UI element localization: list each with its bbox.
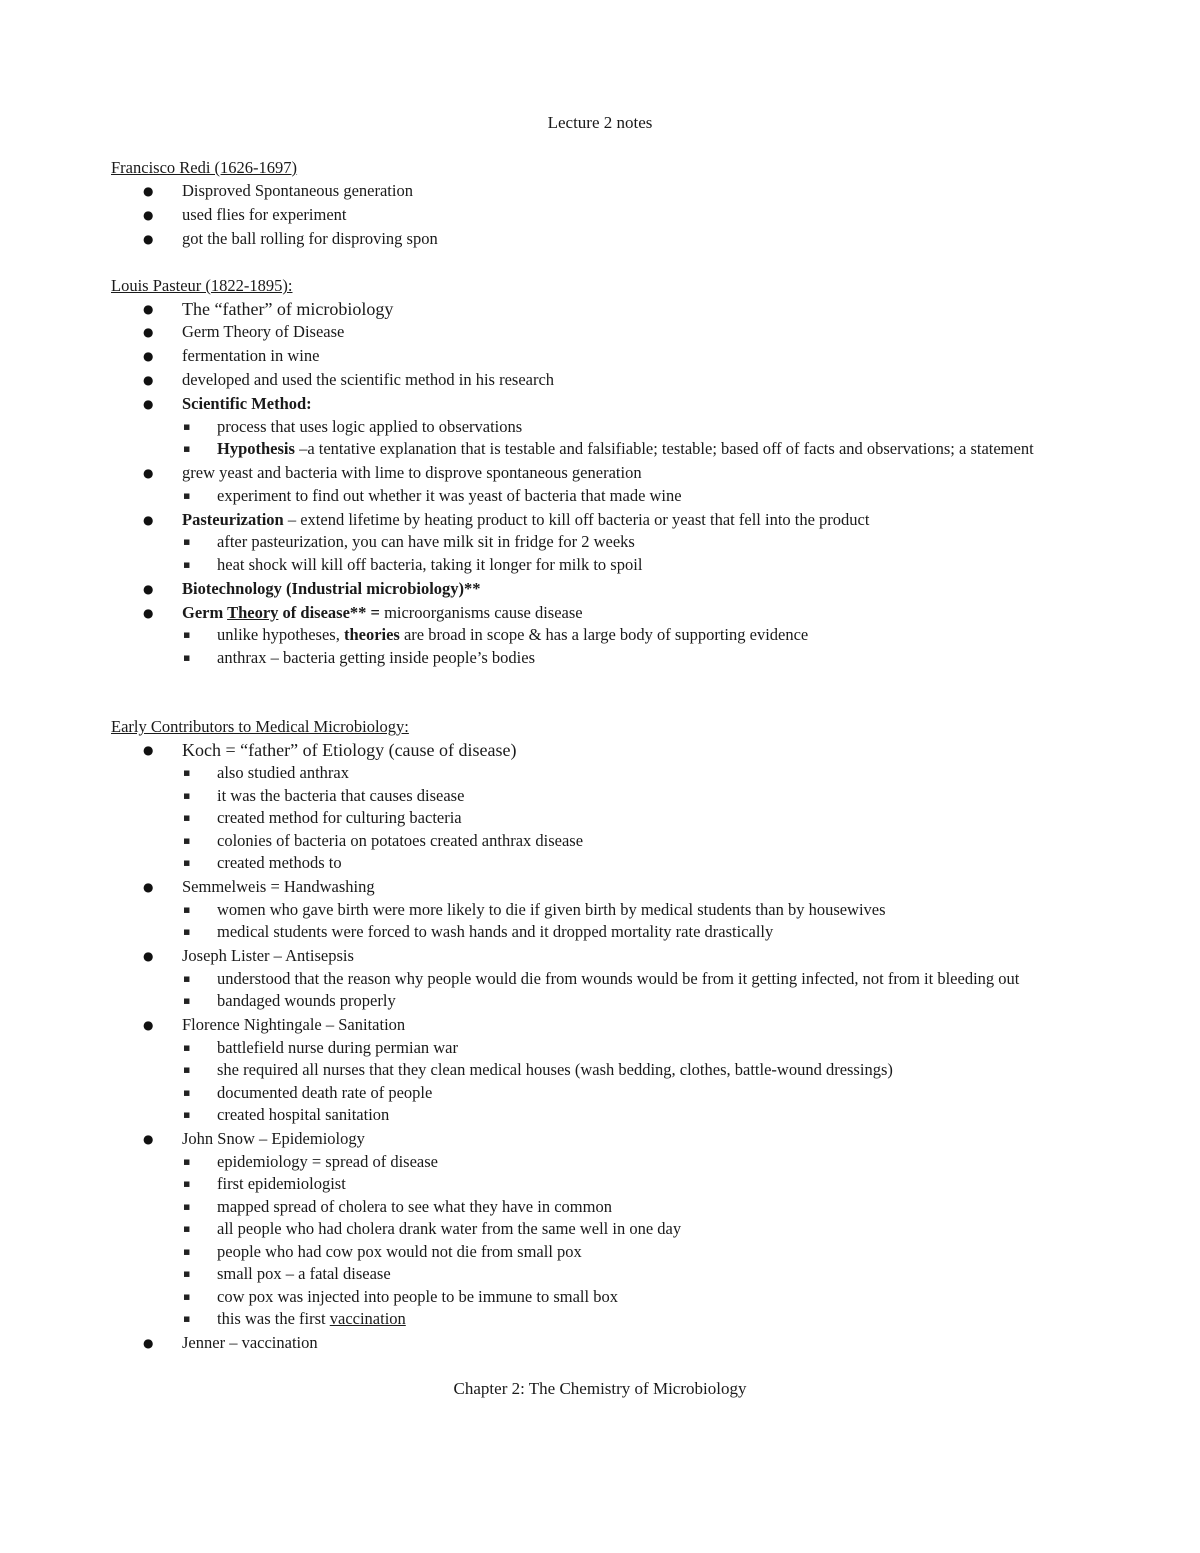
- text: Joseph Lister – Antisepsis: [182, 946, 354, 965]
- sub-list-item: ▪ women who gave birth were more likely to die if given birth by medical students than by housewives: [0, 899, 1102, 922]
- sub-list-item: ▪ documented death rate of people: [0, 1082, 1102, 1105]
- sub-list-item: ▪ all people who had cholera drank water from the same well in one day: [0, 1218, 1102, 1241]
- list-item: [0, 393, 1102, 461]
- list-item: [0, 462, 1102, 507]
- text: – extend lifetime by heating product to kill off bacteria or yeast that fell into the product: [283, 509, 870, 529]
- sub-list-item: ▪ small pox – a fatal disease: [0, 1263, 1102, 1286]
- sub-list-item: ▪ understood that the reason why people would die from wounds would be from it getting infected, not from it bleeding out: [0, 968, 1102, 991]
- list-item: ● used flies for experiment: [0, 204, 1102, 227]
- sub-list-item: ▪ mapped spread of cholera to see what they have in common: [0, 1196, 1102, 1219]
- sub-list-item: ▪ experiment to find out whether it was yeast of bacteria that made wine: [0, 485, 1102, 508]
- early-contributors-list: [0, 738, 1102, 1355]
- bold-term: theories: [343, 625, 400, 644]
- text: of disease** =: [278, 602, 380, 622]
- text: –a tentative explanation that is testable and falsifiable; testable; based off of facts and observations; a statement: [294, 439, 1034, 458]
- list-item: [0, 738, 1102, 875]
- sub-list-item: ▪ created method for culturing bacteria: [0, 807, 1102, 830]
- list-item: [0, 945, 1102, 1013]
- text: John Snow – Epidemiology: [182, 1129, 365, 1148]
- sub-list-item: ▪ after pasteurization, you can have milk sit in fridge for 2 weeks: [0, 531, 1102, 554]
- text: Germ: [182, 602, 228, 622]
- text: unlike hypotheses,: [217, 625, 344, 644]
- bold-term: [182, 603, 380, 622]
- sub-list-item: ▪ also studied anthrax: [0, 762, 1102, 785]
- pasteur-list: [0, 297, 1102, 669]
- text: this was the first: [217, 1309, 330, 1328]
- sub-list-item: ▪ epidemiology = spread of disease: [0, 1151, 1102, 1174]
- underlined-term: vaccination: [329, 1309, 406, 1328]
- list-item: [0, 1014, 1102, 1127]
- list-item: ● The “father” of microbiology: [0, 297, 1102, 321]
- sub-list-item: ▪ cow pox was injected into people to be immune to small box: [0, 1286, 1102, 1309]
- sub-list-item: ▪ battlefield nurse during permian war: [0, 1037, 1102, 1060]
- sub-list-item: ▪ created hospital sanitation: [0, 1104, 1102, 1127]
- sub-list-item: ▪ process that uses logic applied to observations: [0, 416, 1102, 439]
- sub-list-item: ▪ anthrax – bacteria getting inside people’s bodies: [0, 647, 1102, 670]
- sub-list-item: ▪ heat shock will kill off bacteria, taking it longer for milk to spoil: [0, 554, 1102, 577]
- underlined-term: Theory: [227, 602, 279, 622]
- list-item: [0, 1128, 1102, 1331]
- list-item: [0, 876, 1102, 944]
- sub-list-item: [0, 1308, 1102, 1331]
- sub-list-item: ▪ bandaged wounds properly: [0, 990, 1102, 1013]
- section-heading-early-contributors: Early Contributors to Medical Microbiology:: [111, 717, 409, 736]
- sub-list-item: ▪ people who had cow pox would not die from small pox: [0, 1241, 1102, 1264]
- bold-term: Scientific Method:: [182, 394, 312, 413]
- sub-list-item: [0, 624, 1102, 647]
- list-item: ● Jenner – vaccination: [0, 1332, 1102, 1355]
- section-heading-redi: Francisco Redi (1626-1697): [111, 158, 298, 177]
- text: are broad in scope & has a large body of supporting evidence: [399, 625, 809, 644]
- bold-term: Pasteurization: [182, 509, 284, 529]
- list-item: [0, 509, 1102, 577]
- list-item: ● got the ball rolling for disproving spon: [0, 228, 1102, 251]
- bold-term: Hypothesis: [217, 439, 295, 458]
- section-heading-pasteur: Louis Pasteur (1822-1895):: [111, 276, 293, 295]
- list-item: ● Germ Theory of Disease: [0, 321, 1102, 344]
- text: microorganisms cause disease: [379, 602, 583, 622]
- sub-list-item: ▪ medical students were forced to wash hands and it dropped mortality rate drastically: [0, 921, 1102, 944]
- sub-list-item: ▪ first epidemiologist: [0, 1173, 1102, 1196]
- sub-list-item: ▪ created methods to: [0, 852, 1102, 875]
- sub-list-item: ▪ she required all nurses that they clean medical houses (wash bedding, clothes, battle-wound dressings): [0, 1059, 1102, 1082]
- text: Florence Nightingale – Sanitation: [182, 1015, 406, 1034]
- list-item: ● Disproved Spontaneous generation: [0, 180, 1102, 203]
- text: Koch = “father” of Etiology (cause of disease): [182, 740, 517, 760]
- chapter-heading: Chapter 2: The Chemistry of Microbiology: [453, 1379, 747, 1398]
- sub-list-item: ▪ it was the bacteria that causes disease: [0, 785, 1102, 808]
- page-title: Lecture 2 notes: [547, 113, 653, 132]
- text: Semmelweis = Handwashing: [182, 877, 375, 896]
- list-item: ● developed and used the scientific method in his research: [0, 369, 1102, 392]
- list-item: [0, 578, 1102, 601]
- bold-term: Biotechnology (Industrial microbiology)**: [182, 578, 481, 598]
- sub-list-item: ▪ colonies of bacteria on potatoes created anthrax disease: [0, 830, 1102, 853]
- sub-list-item: [0, 438, 1102, 461]
- text: grew yeast and bacteria with lime to disprove spontaneous generation: [182, 463, 642, 482]
- list-item: [0, 602, 1102, 670]
- list-item: ● fermentation in wine: [0, 345, 1102, 368]
- redi-list: [0, 180, 1102, 251]
